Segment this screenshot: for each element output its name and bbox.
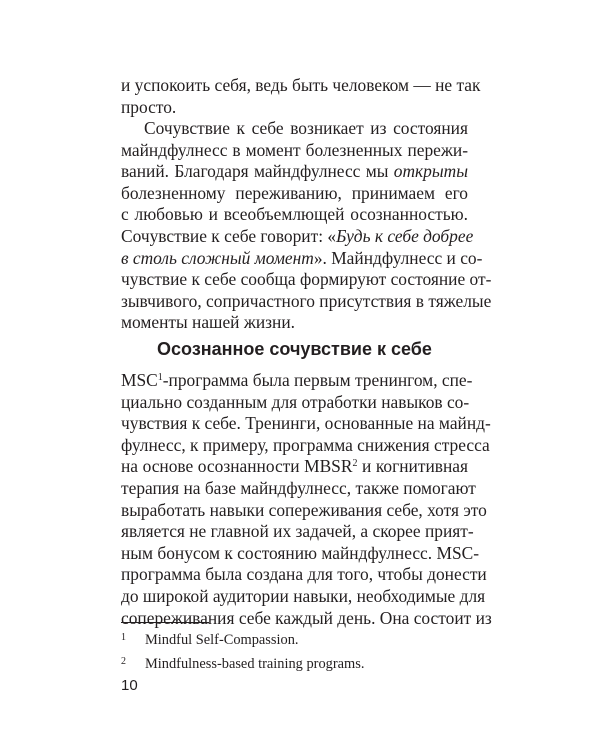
text-line: выработать навыки сопереживания себе, хотя это bbox=[121, 499, 487, 520]
text-line bbox=[121, 247, 483, 270]
text-run: MSC bbox=[121, 370, 158, 390]
text-line bbox=[121, 225, 474, 248]
text-run: на основе осознанности MBSR bbox=[121, 456, 353, 477]
text-line: майндфулнесс в момент болезненных пережи- bbox=[121, 139, 468, 160]
text-line: терапия на базе майндфулнесс, также помогают bbox=[121, 477, 476, 498]
footnotes bbox=[121, 627, 468, 675]
footnote-2 bbox=[121, 651, 468, 675]
footnote-divider bbox=[121, 622, 209, 623]
text-line bbox=[121, 161, 468, 183]
text-line: является не главной их задачей, а скорее прият- bbox=[121, 521, 474, 542]
text-line: с любовью и всеобъемлющей осознанностью. bbox=[121, 204, 468, 225]
text-run: ». Майндфулнесс и со- bbox=[313, 247, 483, 268]
text-line: сопереживания себе каждый день. Она состоит из bbox=[121, 607, 492, 628]
footnote-text: Mindful Self-Compassion. bbox=[145, 632, 299, 648]
text-run: Сочувствие к себе говорит: « bbox=[121, 225, 337, 246]
footnote-mark: 1 bbox=[121, 632, 126, 643]
text-run: и когнитивная bbox=[357, 456, 469, 477]
text-line: болезненному переживанию, принимаем его bbox=[121, 182, 468, 203]
footnote-1 bbox=[121, 627, 468, 651]
text-line: до широкой аудитории навыки, необходимые для bbox=[121, 585, 486, 606]
italic-emphasis: открыты bbox=[393, 161, 468, 182]
paragraph-self-compassion bbox=[121, 118, 492, 334]
italic-quote: Будь к себе добрее bbox=[336, 225, 474, 246]
text-line: фулнесс, к примеру, программа снижения стресса bbox=[121, 434, 490, 455]
footnote-reference[interactable]: 1 bbox=[157, 372, 163, 383]
footnote-text: Mindfulness-based training programs. bbox=[145, 656, 365, 672]
text-line: программа была создана для того, чтобы донести bbox=[121, 564, 487, 585]
text-line: чувствия к себе. Тренинги, основанные на майнд- bbox=[121, 413, 491, 434]
text-run: -программа была первым тренингом, спе- bbox=[162, 370, 473, 390]
paragraph-continuation bbox=[121, 75, 481, 118]
footnote-reference[interactable]: 2 bbox=[352, 458, 358, 470]
text-line: моменты нашей жизни. bbox=[121, 312, 295, 333]
section-heading: Осознанное сочувствие к себе bbox=[157, 339, 432, 359]
text-line: просто. bbox=[121, 96, 177, 117]
text-run: ваний. Благодаря майндфулнесс мы bbox=[121, 161, 394, 182]
paragraph-msc-program bbox=[121, 370, 492, 629]
text-line: чувствие к себе сообща формируют состояние от- bbox=[121, 269, 492, 290]
text-line: и успокоить себя, ведь быть человеком — не так bbox=[121, 75, 481, 95]
text-line: ным бонусом к состоянию майндфулнесс. MSC- bbox=[121, 542, 480, 563]
page-number: 10 bbox=[121, 677, 138, 694]
text-line: циально созданным для отработки навыков со- bbox=[121, 391, 470, 412]
text-line bbox=[121, 370, 473, 392]
text-line: зывчивого, сопричастного присутствия в тяжелые bbox=[121, 290, 492, 311]
text-line: Сочувствие к себе возникает из состояния bbox=[144, 118, 468, 138]
text-line bbox=[121, 456, 468, 478]
footnote-mark: 2 bbox=[121, 656, 126, 667]
italic-quote: в столь сложный момент bbox=[121, 247, 314, 268]
